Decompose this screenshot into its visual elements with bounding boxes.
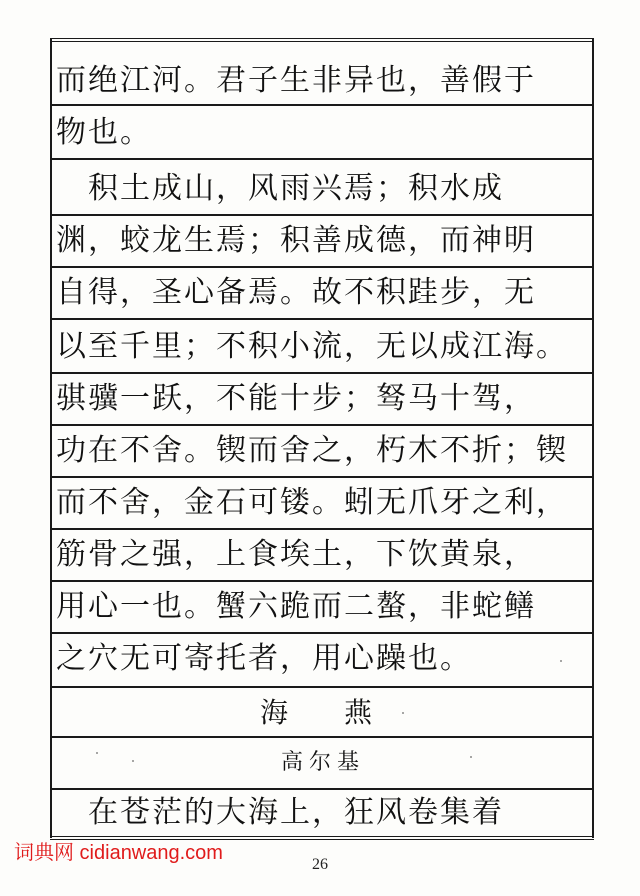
scan-speck: [470, 756, 472, 758]
text-line: 积土成山，风雨兴焉；积水成: [56, 171, 504, 206]
scan-speck: [560, 660, 562, 662]
poem-title: 海 燕: [259, 696, 386, 729]
text-line: 而不舍，金石可镂。蚓无爪牙之利，: [56, 485, 568, 520]
scan-speck: [402, 712, 404, 714]
writing-rule: [50, 318, 594, 320]
text-line: 在苍茫的大海上，狂风卷集着: [56, 795, 504, 830]
page-number: 26: [312, 856, 328, 873]
poem-author: 高尔基: [280, 750, 365, 775]
text-line: 自得，圣心备焉。故不积跬步，无: [56, 275, 536, 310]
writing-rule: [50, 158, 594, 160]
text-line: 筋骨之强，上食埃土，下饮黄泉，: [56, 537, 536, 572]
scan-speck: [96, 752, 98, 754]
text-line: 物也。: [56, 115, 152, 150]
text-line: 功在不舍。锲而舍之，朽木不折；锲: [56, 433, 568, 468]
text-line: 而绝江河。君子生非异也，善假于: [56, 63, 536, 98]
text-line: 渊，蛟龙生焉；积善成德，而神明: [56, 223, 536, 258]
top-rule: [50, 38, 594, 42]
scan-speck: [132, 760, 134, 762]
site-watermark: 词典网 cidianwang.com: [14, 842, 223, 864]
text-line: 骐骥一跃，不能十步；驽马十驾，: [56, 381, 536, 416]
text-line: 之穴无可寄托者，用心躁也。: [56, 641, 472, 676]
text-line: 用心一也。蟹六跪而二螯，非蛇鳝: [56, 589, 536, 624]
text-line: 以至千里；不积小流，无以成江海。: [56, 329, 568, 364]
